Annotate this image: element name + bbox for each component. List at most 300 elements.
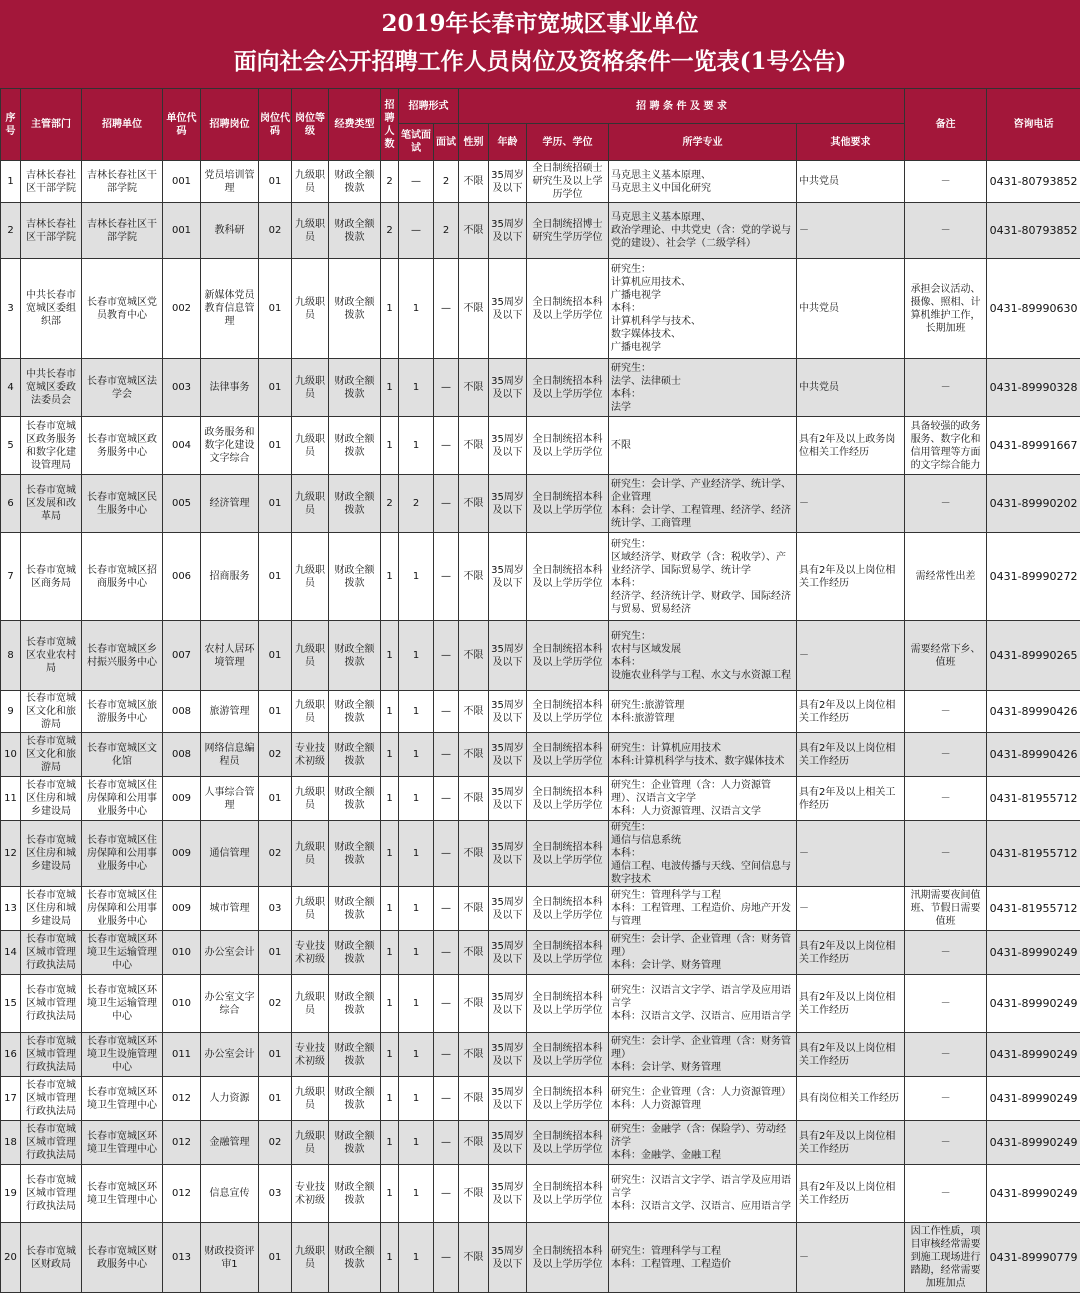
cell-remark: － bbox=[905, 777, 987, 821]
cell-remark: 承担会议活动、摄像、照相、计算机维护工作，长期加班 bbox=[905, 259, 987, 359]
cell-no: 2 bbox=[1, 203, 21, 259]
cell-written: 1 bbox=[399, 691, 434, 733]
cell-dept: 中共长春市宽城区委组织部 bbox=[21, 259, 82, 359]
cell-funding: 财政全额拨款 bbox=[329, 533, 381, 621]
table-row bbox=[1, 1121, 1080, 1165]
cell-major: 研究生：企业管理（含：人力资源管理）、汉语言文字学 本科：人力资源管理、汉语言文学 bbox=[609, 777, 797, 821]
cell-age: 35周岁及以下 bbox=[489, 975, 527, 1033]
cell-post-code: 01 bbox=[259, 1077, 292, 1121]
cell-level: 九级职员 bbox=[292, 203, 329, 259]
cell-major: 研究生： 法学、法律硕士 本科： 法学 bbox=[609, 359, 797, 417]
cell-interview: — bbox=[434, 691, 459, 733]
cell-other: 中共党员 bbox=[797, 161, 905, 203]
cell-funding: 财政全额拨款 bbox=[329, 931, 381, 975]
cell-post: 网络信息编程员 bbox=[201, 733, 259, 777]
cell-no: 18 bbox=[1, 1121, 21, 1165]
cell-written: 2 bbox=[399, 475, 434, 533]
cell-no: 13 bbox=[1, 887, 21, 931]
cell-funding: 财政全额拨款 bbox=[329, 887, 381, 931]
cell-written: 1 bbox=[399, 975, 434, 1033]
cell-other: 具有2年及以上岗位相关工作经历 bbox=[797, 1121, 905, 1165]
table-row bbox=[1, 931, 1080, 975]
cell-unit-code: 012 bbox=[163, 1121, 201, 1165]
header-other: 其他要求 bbox=[797, 124, 905, 161]
cell-dept: 长春市宽城区城市管理行政执法局 bbox=[21, 1165, 82, 1223]
cell-unit-code: 001 bbox=[163, 203, 201, 259]
cell-age: 35周岁及以下 bbox=[489, 259, 527, 359]
cell-no: 14 bbox=[1, 931, 21, 975]
cell-unit: 长春市宽城区住房保障和公用事业服务中心 bbox=[82, 887, 163, 931]
cell-edu: 全日制统招本科及以上学历学位 bbox=[527, 1033, 609, 1077]
cell-interview: — bbox=[434, 359, 459, 417]
cell-major: 研究生：管理科学与工程 本科：工程管理、工程造价 bbox=[609, 1223, 797, 1293]
cell-edu: 全日制统招本科及以上学历学位 bbox=[527, 259, 609, 359]
cell-remark: － bbox=[905, 931, 987, 975]
cell-gender: 不限 bbox=[459, 821, 489, 887]
cell-dept: 吉林长春社区干部学院 bbox=[21, 161, 82, 203]
cell-unit: 长春市宽城区旅游服务中心 bbox=[82, 691, 163, 733]
cell-level: 专业技术初级 bbox=[292, 1033, 329, 1077]
table-row bbox=[1, 417, 1080, 475]
cell-level: 九级职员 bbox=[292, 1223, 329, 1293]
cell-post: 办公室会计 bbox=[201, 1033, 259, 1077]
table-row bbox=[1, 161, 1080, 203]
cell-interview: 2 bbox=[434, 161, 459, 203]
cell-unit-code: 006 bbox=[163, 533, 201, 621]
cell-post: 新媒体党员教育信息管理 bbox=[201, 259, 259, 359]
cell-age: 35周岁及以下 bbox=[489, 821, 527, 887]
cell-post-code: 01 bbox=[259, 691, 292, 733]
cell-remark: － bbox=[905, 1033, 987, 1077]
cell-funding: 财政全额拨款 bbox=[329, 821, 381, 887]
cell-other: 具有2年及以上岗位相关工作经历 bbox=[797, 975, 905, 1033]
cell-edu: 全日制统招本科及以上学历学位 bbox=[527, 777, 609, 821]
cell-unit: 长春市宽城区住房保障和公用事业服务中心 bbox=[82, 821, 163, 887]
cell-interview: — bbox=[434, 931, 459, 975]
cell-post: 通信管理 bbox=[201, 821, 259, 887]
cell-interview: — bbox=[434, 475, 459, 533]
header-edu: 学历、学位 bbox=[527, 124, 609, 161]
cell-written: 1 bbox=[399, 533, 434, 621]
cell-unit-code: 003 bbox=[163, 359, 201, 417]
cell-written: 1 bbox=[399, 417, 434, 475]
cell-post-code: 01 bbox=[259, 777, 292, 821]
cell-written: 1 bbox=[399, 821, 434, 887]
table-row bbox=[1, 821, 1080, 887]
table-row bbox=[1, 533, 1080, 621]
cell-age: 35周岁及以下 bbox=[489, 475, 527, 533]
cell-major: 研究生：管理科学与工程 本科：工程管理、工程造价、房地产开发与管理 bbox=[609, 887, 797, 931]
cell-level: 九级职员 bbox=[292, 475, 329, 533]
cell-other: － bbox=[797, 1223, 905, 1293]
cell-funding: 财政全额拨款 bbox=[329, 417, 381, 475]
cell-remark: 需经常性出差 bbox=[905, 533, 987, 621]
cell-post-code: 01 bbox=[259, 475, 292, 533]
cell-count: 2 bbox=[381, 161, 399, 203]
cell-edu: 全日制统招本科及以上学历学位 bbox=[527, 821, 609, 887]
cell-age: 35周岁及以下 bbox=[489, 359, 527, 417]
cell-unit: 长春市宽城区住房保障和公用事业服务中心 bbox=[82, 777, 163, 821]
cell-age: 35周岁及以下 bbox=[489, 931, 527, 975]
cell-unit: 长春市宽城区法学会 bbox=[82, 359, 163, 417]
cell-post: 农村人居环境管理 bbox=[201, 621, 259, 691]
cell-gender: 不限 bbox=[459, 887, 489, 931]
header-remark: 备注 bbox=[905, 89, 987, 161]
cell-count: 1 bbox=[381, 259, 399, 359]
table-row bbox=[1, 203, 1080, 259]
cell-funding: 财政全额拨款 bbox=[329, 359, 381, 417]
cell-post: 人力资源 bbox=[201, 1077, 259, 1121]
cell-unit: 长春市宽城区民生服务中心 bbox=[82, 475, 163, 533]
cell-funding: 财政全额拨款 bbox=[329, 975, 381, 1033]
header-funding: 经费类型 bbox=[329, 89, 381, 161]
cell-level: 九级职员 bbox=[292, 777, 329, 821]
cell-other: － bbox=[797, 203, 905, 259]
cell-interview: — bbox=[434, 417, 459, 475]
cell-unit: 长春市宽城区环境卫生运输管理中心 bbox=[82, 931, 163, 975]
cell-written: 1 bbox=[399, 259, 434, 359]
cell-level: 九级职员 bbox=[292, 887, 329, 931]
cell-dept: 长春市宽城区农业农村局 bbox=[21, 621, 82, 691]
cell-no: 19 bbox=[1, 1165, 21, 1223]
cell-level: 专业技术初级 bbox=[292, 1165, 329, 1223]
cell-level: 九级职员 bbox=[292, 161, 329, 203]
header-phone: 咨询电话 bbox=[987, 89, 1080, 161]
cell-no: 6 bbox=[1, 475, 21, 533]
cell-other: 具有2年及以上岗位相关工作经历 bbox=[797, 1165, 905, 1223]
cell-gender: 不限 bbox=[459, 1165, 489, 1223]
cell-phone: 0431-89990779 bbox=[987, 1223, 1080, 1293]
cell-unit: 长春市宽城区环境卫生运输管理中心 bbox=[82, 975, 163, 1033]
cell-interview: — bbox=[434, 1121, 459, 1165]
cell-written: 1 bbox=[399, 1033, 434, 1077]
cell-no: 10 bbox=[1, 733, 21, 777]
cell-interview: 2 bbox=[434, 203, 459, 259]
cell-post: 旅游管理 bbox=[201, 691, 259, 733]
cell-age: 35周岁及以下 bbox=[489, 203, 527, 259]
cell-written: — bbox=[399, 161, 434, 203]
cell-post-code: 01 bbox=[259, 931, 292, 975]
cell-edu: 全日制统招硕士研究生及以上学历学位 bbox=[527, 161, 609, 203]
cell-gender: 不限 bbox=[459, 1121, 489, 1165]
cell-unit-code: 004 bbox=[163, 417, 201, 475]
header-count: 招聘人数 bbox=[381, 89, 399, 161]
cell-remark: － bbox=[905, 161, 987, 203]
cell-count: 1 bbox=[381, 1033, 399, 1077]
cell-major: 研究生：会计学、企业管理（含：财务管理） 本科：会计学、财务管理 bbox=[609, 931, 797, 975]
cell-written: 1 bbox=[399, 1223, 434, 1293]
cell-interview: — bbox=[434, 887, 459, 931]
cell-written: 1 bbox=[399, 777, 434, 821]
cell-dept: 中共长春市宽城区委政法委员会 bbox=[21, 359, 82, 417]
cell-no: 16 bbox=[1, 1033, 21, 1077]
cell-other: 具有2年及以上岗位相关工作经历 bbox=[797, 931, 905, 975]
header-age: 年龄 bbox=[489, 124, 527, 161]
recruitment-table bbox=[0, 88, 1080, 1293]
cell-post-code: 01 bbox=[259, 417, 292, 475]
cell-no: 7 bbox=[1, 533, 21, 621]
cell-post-code: 02 bbox=[259, 821, 292, 887]
cell-post: 信息宣传 bbox=[201, 1165, 259, 1223]
cell-post-code: 01 bbox=[259, 621, 292, 691]
cell-unit: 长春市宽城区环境卫生管理中心 bbox=[82, 1077, 163, 1121]
cell-written: 1 bbox=[399, 1165, 434, 1223]
cell-funding: 财政全额拨款 bbox=[329, 1121, 381, 1165]
cell-no: 15 bbox=[1, 975, 21, 1033]
cell-edu: 全日制统招本科及以上学历学位 bbox=[527, 975, 609, 1033]
cell-level: 九级职员 bbox=[292, 533, 329, 621]
table-row bbox=[1, 621, 1080, 691]
cell-age: 35周岁及以下 bbox=[489, 1165, 527, 1223]
cell-phone: 0431-89991667 bbox=[987, 417, 1080, 475]
cell-dept: 长春市宽城区文化和旅游局 bbox=[21, 691, 82, 733]
cell-unit: 长春市宽城区财政服务中心 bbox=[82, 1223, 163, 1293]
cell-phone: 0431-89990249 bbox=[987, 1033, 1080, 1077]
cell-unit-code: 002 bbox=[163, 259, 201, 359]
cell-remark: － bbox=[905, 475, 987, 533]
cell-phone: 0431-89990328 bbox=[987, 359, 1080, 417]
cell-count: 1 bbox=[381, 359, 399, 417]
cell-remark: － bbox=[905, 821, 987, 887]
cell-major: 研究生：汉语言文字学、语言学及应用语言学 本科：汉语言文学、汉语言、应用语言学 bbox=[609, 1165, 797, 1223]
table-row bbox=[1, 1033, 1080, 1077]
cell-age: 35周岁及以下 bbox=[489, 733, 527, 777]
cell-post-code: 02 bbox=[259, 203, 292, 259]
cell-major: 马克思主义基本原理、 政治学理论、中共党史（含：党的学说与党的建设）、社会学（二级学科） bbox=[609, 203, 797, 259]
cell-gender: 不限 bbox=[459, 259, 489, 359]
cell-other: － bbox=[797, 887, 905, 931]
cell-count: 2 bbox=[381, 203, 399, 259]
cell-remark: － bbox=[905, 733, 987, 777]
cell-remark: 因工作性质，项目审核经常需要到施工现场进行踏勘，经常需要加班加点 bbox=[905, 1223, 987, 1293]
cell-other: － bbox=[797, 621, 905, 691]
cell-dept: 吉林长春社区干部学院 bbox=[21, 203, 82, 259]
cell-level: 九级职员 bbox=[292, 359, 329, 417]
cell-gender: 不限 bbox=[459, 621, 489, 691]
cell-funding: 财政全额拨款 bbox=[329, 475, 381, 533]
cell-gender: 不限 bbox=[459, 1223, 489, 1293]
cell-remark: － bbox=[905, 203, 987, 259]
cell-written: 1 bbox=[399, 359, 434, 417]
cell-phone: 0431-89990249 bbox=[987, 1165, 1080, 1223]
cell-post: 招商服务 bbox=[201, 533, 259, 621]
header-interview: 面试 bbox=[434, 124, 459, 161]
cell-unit-code: 010 bbox=[163, 975, 201, 1033]
cell-remark: 汛期需要夜间值班、节假日需要值班 bbox=[905, 887, 987, 931]
cell-funding: 财政全额拨款 bbox=[329, 1077, 381, 1121]
cell-unit-code: 009 bbox=[163, 821, 201, 887]
cell-age: 35周岁及以下 bbox=[489, 161, 527, 203]
cell-level: 九级职员 bbox=[292, 821, 329, 887]
cell-gender: 不限 bbox=[459, 475, 489, 533]
cell-written: 1 bbox=[399, 621, 434, 691]
cell-no: 5 bbox=[1, 417, 21, 475]
table-body bbox=[1, 161, 1080, 1293]
cell-remark: － bbox=[905, 1165, 987, 1223]
cell-major: 研究生：企业管理（含：人力资源管理） 本科：人力资源管理 bbox=[609, 1077, 797, 1121]
cell-remark: － bbox=[905, 1077, 987, 1121]
cell-edu: 全日制统招本科及以上学历学位 bbox=[527, 1165, 609, 1223]
cell-no: 17 bbox=[1, 1077, 21, 1121]
cell-age: 35周岁及以下 bbox=[489, 533, 527, 621]
cell-unit: 长春市宽城区招商服务中心 bbox=[82, 533, 163, 621]
cell-age: 35周岁及以下 bbox=[489, 1121, 527, 1165]
cell-post-code: 03 bbox=[259, 887, 292, 931]
cell-count: 1 bbox=[381, 821, 399, 887]
cell-unit-code: 008 bbox=[163, 733, 201, 777]
table-row bbox=[1, 1223, 1080, 1293]
cell-phone: 0431-80793852 bbox=[987, 203, 1080, 259]
cell-funding: 财政全额拨款 bbox=[329, 1033, 381, 1077]
cell-dept: 长春市宽城区城市管理行政执法局 bbox=[21, 931, 82, 975]
document-title bbox=[0, 0, 1080, 88]
cell-no: 1 bbox=[1, 161, 21, 203]
cell-dept: 长春市宽城区城市管理行政执法局 bbox=[21, 1121, 82, 1165]
cell-interview: — bbox=[434, 975, 459, 1033]
cell-remark: － bbox=[905, 1121, 987, 1165]
cell-major: 研究生： 区域经济学、财政学（含：税收学）、产业经济学、国际贸易学、统计学 本科： 经济学、经济统计学、财政学、国际经济与贸易、贸易经济 bbox=[609, 533, 797, 621]
cell-funding: 财政全额拨款 bbox=[329, 777, 381, 821]
cell-count: 1 bbox=[381, 533, 399, 621]
cell-age: 35周岁及以下 bbox=[489, 621, 527, 691]
table-row bbox=[1, 1077, 1080, 1121]
cell-post: 金融管理 bbox=[201, 1121, 259, 1165]
cell-edu: 全日制统招本科及以上学历学位 bbox=[527, 1077, 609, 1121]
cell-gender: 不限 bbox=[459, 975, 489, 1033]
cell-no: 9 bbox=[1, 691, 21, 733]
cell-no: 11 bbox=[1, 777, 21, 821]
cell-edu: 全日制统招本科及以上学历学位 bbox=[527, 931, 609, 975]
cell-major: 不限 bbox=[609, 417, 797, 475]
cell-unit-code: 012 bbox=[163, 1165, 201, 1223]
cell-other: 具有2年及以上岗位相关工作经历 bbox=[797, 1033, 905, 1077]
cell-interview: — bbox=[434, 1077, 459, 1121]
header-unit: 招聘单位 bbox=[82, 89, 163, 161]
cell-other: － bbox=[797, 821, 905, 887]
cell-funding: 财政全额拨款 bbox=[329, 161, 381, 203]
cell-gender: 不限 bbox=[459, 203, 489, 259]
table-row bbox=[1, 777, 1080, 821]
cell-no: 20 bbox=[1, 1223, 21, 1293]
cell-dept: 长春市宽城区政务服务和数字化建设管理局 bbox=[21, 417, 82, 475]
cell-gender: 不限 bbox=[459, 1077, 489, 1121]
cell-major: 马克思主义基本原理、 马克思主义中国化研究 bbox=[609, 161, 797, 203]
cell-remark: － bbox=[905, 359, 987, 417]
cell-funding: 财政全额拨款 bbox=[329, 1223, 381, 1293]
cell-funding: 财政全额拨款 bbox=[329, 621, 381, 691]
cell-post: 经济管理 bbox=[201, 475, 259, 533]
cell-level: 专业技术初级 bbox=[292, 931, 329, 975]
cell-dept: 长春市宽城区住房和城乡建设局 bbox=[21, 777, 82, 821]
cell-major: 研究生： 通信与信息系统 本科： 通信工程、电波传播与天线、空间信息与数字技术 bbox=[609, 821, 797, 887]
header-level: 岗位等级 bbox=[292, 89, 329, 161]
table-row bbox=[1, 259, 1080, 359]
cell-phone: 0431-89990249 bbox=[987, 975, 1080, 1033]
cell-gender: 不限 bbox=[459, 533, 489, 621]
cell-major: 研究生： 计算机应用技术、 广播电视学 本科： 计算机科学与技术、 数字媒体技术、 广播电视学 bbox=[609, 259, 797, 359]
cell-phone: 0431-81955712 bbox=[987, 821, 1080, 887]
cell-gender: 不限 bbox=[459, 417, 489, 475]
cell-unit-code: 013 bbox=[163, 1223, 201, 1293]
cell-count: 1 bbox=[381, 777, 399, 821]
cell-funding: 财政全额拨款 bbox=[329, 691, 381, 733]
cell-phone: 0431-89990249 bbox=[987, 1077, 1080, 1121]
cell-unit-code: 001 bbox=[163, 161, 201, 203]
cell-post: 财政投资评审1 bbox=[201, 1223, 259, 1293]
cell-written: 1 bbox=[399, 1077, 434, 1121]
cell-no: 4 bbox=[1, 359, 21, 417]
cell-post: 办公室会计 bbox=[201, 931, 259, 975]
cell-phone: 0431-89990265 bbox=[987, 621, 1080, 691]
table-row bbox=[1, 475, 1080, 533]
header-conditions: 招 聘 条 件 及 要 求 bbox=[459, 89, 905, 124]
cell-major: 研究生：会计学、产业经济学、统计学、企业管理 本科：会计学、工程管理、经济学、经济统计学、工商管理 bbox=[609, 475, 797, 533]
cell-interview: — bbox=[434, 621, 459, 691]
cell-edu: 全日制统招本科及以上学历学位 bbox=[527, 1223, 609, 1293]
cell-remark: － bbox=[905, 975, 987, 1033]
cell-interview: — bbox=[434, 533, 459, 621]
cell-age: 35周岁及以下 bbox=[489, 887, 527, 931]
cell-dept: 长春市宽城区发展和改革局 bbox=[21, 475, 82, 533]
cell-post-code: 02 bbox=[259, 733, 292, 777]
cell-post-code: 02 bbox=[259, 975, 292, 1033]
cell-funding: 财政全额拨款 bbox=[329, 203, 381, 259]
cell-post: 办公室文字综合 bbox=[201, 975, 259, 1033]
cell-funding: 财政全额拨款 bbox=[329, 1165, 381, 1223]
cell-edu: 全日制统招博士研究生学历学位 bbox=[527, 203, 609, 259]
cell-other: 具有2年及以上岗位相关工作经历 bbox=[797, 733, 905, 777]
cell-age: 35周岁及以下 bbox=[489, 1077, 527, 1121]
cell-level: 专业技术初级 bbox=[292, 733, 329, 777]
cell-phone: 0431-89990426 bbox=[987, 733, 1080, 777]
cell-post-code: 01 bbox=[259, 533, 292, 621]
cell-edu: 全日制统招本科及以上学历学位 bbox=[527, 359, 609, 417]
cell-unit-code: 008 bbox=[163, 691, 201, 733]
cell-other: 具有岗位相关工作经历 bbox=[797, 1077, 905, 1121]
header-form: 招聘形式 bbox=[399, 89, 459, 124]
cell-phone: 0431-89990272 bbox=[987, 533, 1080, 621]
cell-no: 12 bbox=[1, 821, 21, 887]
cell-interview: — bbox=[434, 259, 459, 359]
cell-interview: — bbox=[434, 1165, 459, 1223]
cell-level: 九级职员 bbox=[292, 417, 329, 475]
cell-edu: 全日制统招本科及以上学历学位 bbox=[527, 1121, 609, 1165]
cell-dept: 长春市宽城区文化和旅游局 bbox=[21, 733, 82, 777]
header-major: 所学专业 bbox=[609, 124, 797, 161]
cell-gender: 不限 bbox=[459, 1033, 489, 1077]
cell-unit-code: 012 bbox=[163, 1077, 201, 1121]
cell-count: 1 bbox=[381, 691, 399, 733]
cell-phone: 0431-89990630 bbox=[987, 259, 1080, 359]
cell-count: 1 bbox=[381, 887, 399, 931]
cell-count: 1 bbox=[381, 931, 399, 975]
cell-interview: — bbox=[434, 1033, 459, 1077]
cell-edu: 全日制统招本科及以上学历学位 bbox=[527, 533, 609, 621]
cell-count: 1 bbox=[381, 1077, 399, 1121]
cell-written: — bbox=[399, 203, 434, 259]
cell-other: 具有2年及以上岗位相关工作经历 bbox=[797, 533, 905, 621]
table-row bbox=[1, 887, 1080, 931]
cell-gender: 不限 bbox=[459, 777, 489, 821]
header-post-code: 岗位代码 bbox=[259, 89, 292, 161]
cell-unit: 长春市宽城区环境卫生管理中心 bbox=[82, 1165, 163, 1223]
table-row bbox=[1, 359, 1080, 417]
cell-count: 1 bbox=[381, 1121, 399, 1165]
cell-unit: 长春市宽城区环境卫生设施管理中心 bbox=[82, 1033, 163, 1077]
cell-no: 3 bbox=[1, 259, 21, 359]
cell-phone: 0431-89990249 bbox=[987, 931, 1080, 975]
cell-phone: 0431-89990202 bbox=[987, 475, 1080, 533]
